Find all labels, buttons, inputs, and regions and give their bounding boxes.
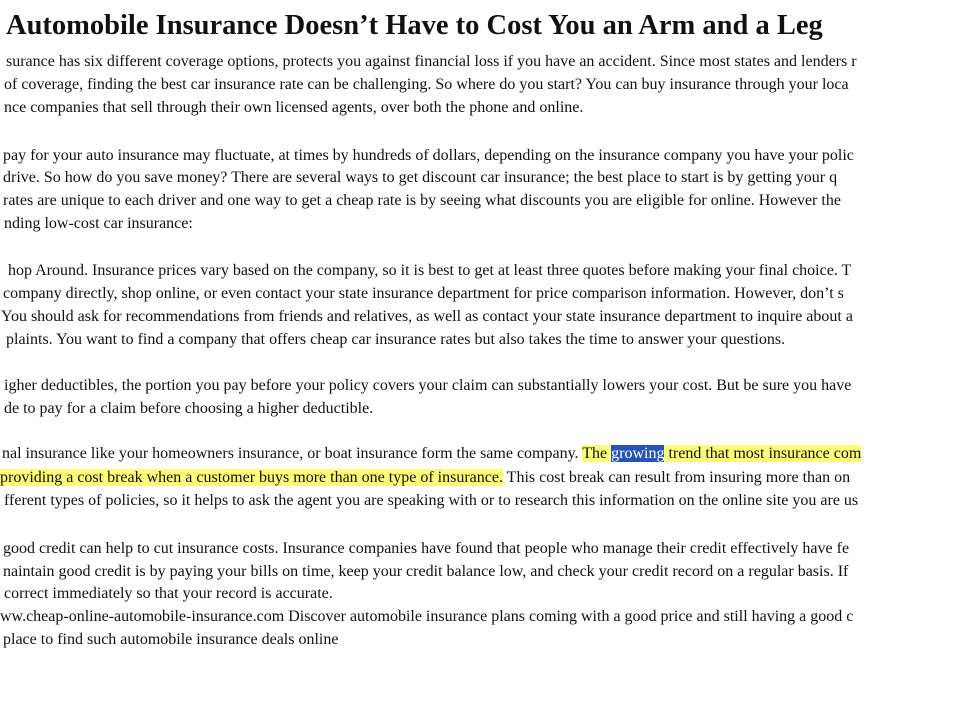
para6-line2: naintain good credit is by paying your bills on time, keep your credit balance low, and check your credit record on a regular basis. If: [3, 563, 849, 580]
para3-line2: company directly, shop online, or even contact your state insurance department for price comparison information. However, don’t s: [3, 285, 844, 302]
article-title: Automobile Insurance Doesn’t Have to Cost You an Arm and a Leg: [6, 10, 823, 41]
para6-line1: good credit can help to cut insurance costs. Insurance companies have found that people who manage their credit effectively have fe: [3, 540, 850, 557]
highlighted-text: providing a cost break when a customer buys more than one type of insurance.: [0, 469, 503, 486]
para5-line2: [0, 468, 850, 488]
para1-line1: surance has six different coverage options, protects you against financial loss if you have an accident. Since most states and lenders r: [6, 53, 857, 70]
para4-line1: igher deductibles, the portion you pay before your policy covers your claim can substantially lowers your cost. But be sure you have: [4, 377, 852, 394]
highlighted-text: The: [582, 445, 612, 462]
para1-line2: of coverage, finding the best car insurance rate can be challenging. So where do you start? You can buy insurance through your loca: [4, 76, 849, 93]
para3-line4: plaints. You want to find a company that offers cheap car insurance rates but also takes the time to answer your questions.: [6, 331, 786, 348]
para3-line3: You should ask for recommendations from friends and relatives, as well as contact your state insurance department to inquire about a: [1, 308, 853, 325]
para5-line1: [2, 444, 861, 464]
para5-line2-plain: This cost break can result from insuring more than on: [502, 469, 851, 486]
para3-line1: hop Around. Insurance prices vary based on the company, so it is best to get at least three quotes before making your final choice. T: [8, 262, 852, 279]
para2-line1: pay for your auto insurance may fluctuate, at times by hundreds of dollars, depending on the insurance company you have your polic: [3, 147, 854, 164]
para6-line5: place to find such automobile insurance deals online: [3, 631, 339, 648]
para2-line4: nding low-cost car insurance:: [4, 215, 193, 232]
para1-line3: nce companies that sell through their own licensed agents, over both the phone and online.: [4, 99, 584, 116]
para4-line2: de to pay for a claim before choosing a higher deductible.: [4, 400, 374, 417]
para5-line1-plain: nal insurance like your homeowners insurance, or boat insurance form the same company.: [2, 445, 583, 462]
para6-line3: correct immediately so that your record is accurate.: [4, 585, 333, 602]
para2-line3: rates are unique to each driver and one way to get a cheap rate is by seeing what discounts you are eligible for online. However the: [3, 192, 841, 209]
para5-line3: fferent types of policies, so it helps to ask the agent you are speaking with or to research this information on the online site you are us: [4, 492, 859, 509]
highlighted-text: trend that most insurance com: [664, 445, 862, 462]
para6-line4: ww.cheap-online-automobile-insurance.com Discover automobile insurance plans coming with a good price and still having a good c: [0, 608, 854, 625]
selected-word[interactable]: growing: [611, 445, 665, 462]
para2-line2: drive. So how do you save money? There are several ways to get discount car insurance; the best place to start is by getting your q: [3, 169, 838, 186]
